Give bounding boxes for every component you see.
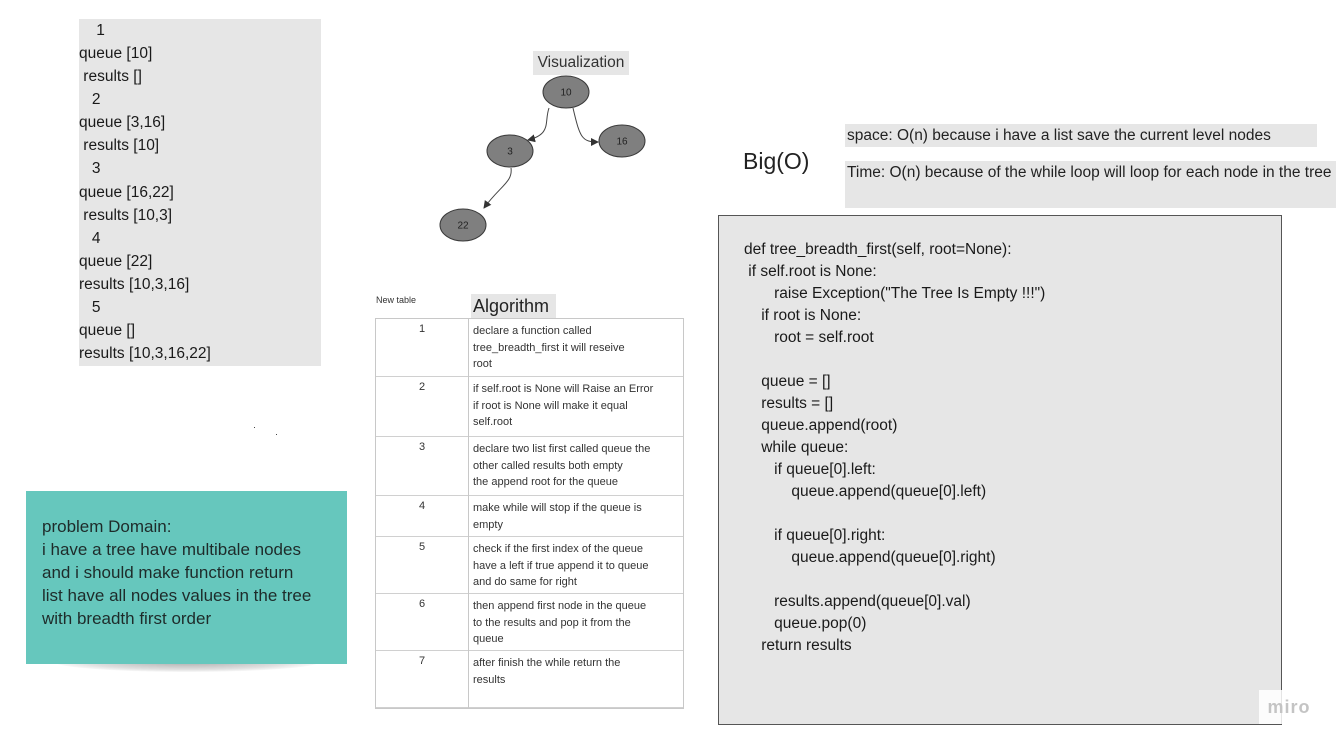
algorithm-title[interactable]: Algorithm	[471, 294, 556, 318]
trace-line: results [10,3]	[79, 207, 173, 224]
tree-node[interactable]	[599, 125, 645, 157]
table-caption: New table	[376, 295, 417, 305]
tree-node[interactable]	[543, 76, 589, 108]
code-line: def tree_breadth_first(self, root=None):	[744, 241, 1012, 258]
canvas-dot	[254, 427, 255, 428]
table-row[interactable]	[376, 651, 683, 708]
trace-line: 4	[79, 230, 101, 247]
step-description: check if the first index of the queue have a left if true append it to queue and do same for right	[473, 543, 649, 589]
table-row[interactable]	[376, 496, 683, 537]
trace-line: 1	[79, 22, 105, 39]
time-complexity[interactable]: Time: O(n) because of the while loop will loop for each node in the tree	[845, 161, 1336, 208]
code-line: queue.append(queue[0].left)	[744, 483, 987, 500]
code-line: queue.pop(0)	[744, 615, 867, 632]
visualization-title[interactable]: Visualization	[533, 51, 629, 75]
sticky-line: problem Domain:	[42, 517, 172, 536]
trace-line: 2	[79, 91, 101, 108]
code-line: return results	[744, 637, 852, 654]
canvas-dot	[276, 434, 277, 435]
table-row[interactable]	[376, 437, 683, 496]
space-complexity[interactable]: space: O(n) because i have a list save the current level nodes	[845, 124, 1317, 147]
table-row[interactable]	[376, 594, 683, 651]
tree-diagram[interactable]	[420, 60, 680, 260]
miro-watermark: miro	[1259, 690, 1319, 724]
code-line: raise Exception("The Tree Is Empty !!!")	[744, 285, 1046, 302]
trace-line: queue [10]	[79, 45, 153, 62]
sticky-line: i have a tree have multibale nodes	[42, 540, 301, 559]
step-number: 4	[418, 500, 426, 512]
trace-line: results [10,3,16,22]	[79, 345, 211, 362]
trace-line: queue []	[79, 322, 136, 339]
step-number: 7	[418, 655, 426, 667]
edge-10-16	[573, 108, 598, 142]
tree-node[interactable]	[487, 135, 533, 167]
step-description: declare a function called tree_breadth_first it will reseive root	[473, 325, 625, 371]
table-row[interactable]	[376, 377, 683, 437]
trace-line: queue [3,16]	[79, 114, 166, 131]
code-line: if queue[0].left:	[744, 461, 876, 478]
step-description: if self.root is None will Raise an Error if root is None will make it equal self.root	[473, 383, 654, 429]
step-number: 3	[418, 441, 426, 453]
step-description: make while will stop if the queue is empty	[473, 502, 642, 531]
step-description: then append first node in the queue to the results and pop it from the queue	[473, 600, 647, 646]
tree-node-label: 16	[616, 136, 628, 148]
sticky-line: with breadth first order	[42, 609, 212, 628]
code-line: if self.root is None:	[744, 263, 877, 280]
step-number: 1	[418, 323, 426, 335]
tree-node-label: 10	[560, 87, 572, 99]
edge-10-3	[528, 108, 549, 140]
tree-node-label: 22	[457, 220, 469, 232]
step-number: 2	[418, 381, 426, 393]
trace-line: 3	[79, 160, 101, 177]
trace-line: results [10,3,16]	[79, 276, 190, 293]
code-line: queue.append(root)	[744, 417, 898, 434]
code-line: queue = []	[744, 373, 831, 390]
code-line: while queue:	[744, 439, 849, 456]
step-description: declare two list first called queue the other called results both empty the append root for the queue	[473, 443, 651, 489]
edge-3-22	[484, 168, 511, 208]
trace-line: results []	[79, 68, 142, 85]
big-o-label[interactable]: Big(O)	[743, 148, 810, 174]
sticky-line: list have all nodes values in the tree	[42, 586, 312, 605]
code-line: root = self.root	[744, 329, 874, 346]
code-line: if queue[0].right:	[744, 527, 886, 544]
sticky-note[interactable]	[26, 491, 347, 664]
trace-line: queue [22]	[79, 253, 153, 270]
step-number: 6	[418, 598, 426, 610]
table-row[interactable]	[376, 319, 683, 377]
algorithm-table[interactable]	[375, 318, 684, 709]
trace-panel[interactable]	[79, 19, 321, 366]
code-line: if root is None:	[744, 307, 862, 324]
code-line: results.append(queue[0].val)	[744, 593, 971, 610]
sticky-line: and i should make function return	[42, 563, 294, 582]
code-line: queue.append(queue[0].right)	[744, 549, 996, 566]
tree-node-label: 3	[507, 146, 513, 158]
column-divider	[468, 319, 469, 708]
code-line: results = []	[744, 395, 834, 412]
step-number: 5	[418, 541, 426, 553]
trace-line: 5	[79, 299, 101, 316]
step-description: after finish the while return the results	[473, 657, 621, 686]
code-panel[interactable]	[718, 215, 1282, 725]
table-row[interactable]	[376, 537, 683, 594]
trace-line: queue [16,22]	[79, 184, 174, 201]
tree-node[interactable]	[440, 209, 486, 241]
trace-line: results [10]	[79, 137, 160, 154]
